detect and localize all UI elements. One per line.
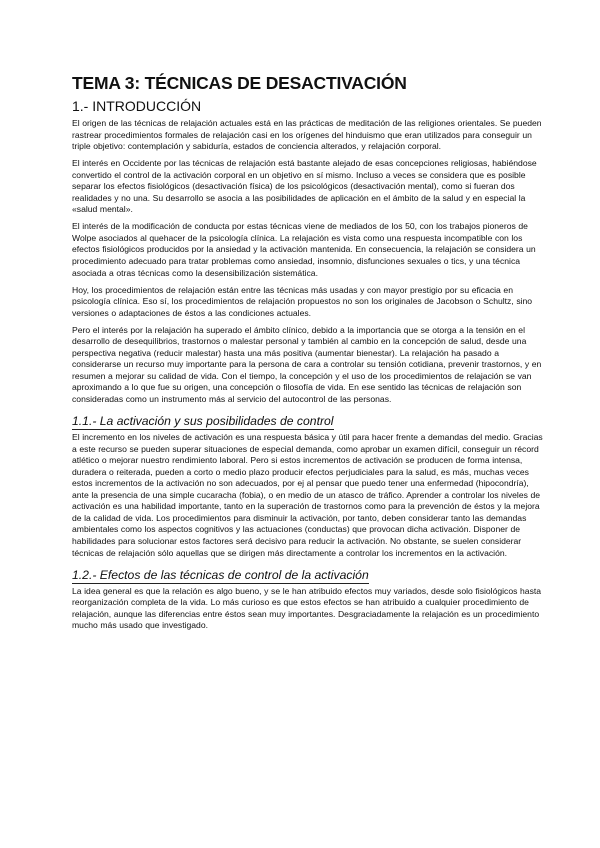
paragraph: El interés en Occidente por las técnicas de relajación está bastante alejado de esas concepciones religiosas, habiéndose convertido el control de la activación corporal en un objetivo en sí mismo. Incluso a veces se considera que es posible separar los efectos fisiológicos (desactivación física) de los psicológicos (desactivación mental), como si fueran dos realidades y no una. Su desarrollo se asocia a las posibilidades de aplicación en el ámbito de la salud y en especial la «salud mental». (72, 158, 537, 215)
paragraph: La idea general es que la relación es algo bueno, y se le han atribuido efectos muy variados, desde solo fisiológicos hasta reorganización completa de la vida. Lo más curioso es que estos efectos se han atribuido a cualquier procedimiento de relajación, aunque las diferencias entre éstos sean muy importantes. Desgraciadamente la relajación es un procedimiento mucho más usado que investigado. (72, 585, 542, 631)
subsection-heading-wrapper (72, 411, 544, 432)
paragraph: El interés de la modificación de conducta por estas técnicas viene de mediados de los 50, con los trabajos pioneros de Wolpe asociados al quehacer de la psicología clínica. La relajación es vista como una respuesta incompatible con los efectos fisiológicos producidos por la ansiedad y la activación mantenida. En consecuencia, la relajación se considera un procedimiento adecuado para tratar problemas como ansiedad, insomnio, disfunciones sexuales o tics, y una técnica asociada a otras técnicas como la desensibilización sistemática. (72, 221, 536, 278)
subsection-heading-activacion: 1.1.- La activación y sus posibilidades de control (72, 414, 334, 429)
section-heading-introduccion: 1.- INTRODUCCIÓN (72, 98, 202, 114)
paragraph: Pero el interés por la relajación ha superado el ámbito clínico, debido a la importancia que se otorga a la tensión en el desarrollo de desequilibrios, trastornos o malestar personal y también al cambio en la concepción de salud, desde una perspectiva negativa (reducir malestar) hasta una más positiva (aumentar bienestar). La relajación ha pasado a considerarse un recurso muy importante para la persona de cara a controlar su tensión cotidiana, prevenir trastornos, y en resumen a mejorar su calidad de vida. Con el tiempo, la concepción y el uso de los procedimientos de relajación se van aproximando a lo que fue su origen, una concepción o filosofía de vida. En ese sentido las técnicas de relajación son consideradas como un instrumento más al servicio del autocontrol de las personas. (72, 324, 542, 405)
document-title: TEMA 3: TÉCNICAS DE DESACTIVACIÓN (72, 73, 407, 93)
paragraph: Hoy, los procedimientos de relajación están entre las técnicas más usadas y con mayor prestigio por su eficacia en psicología clínica. Eso sí, los procedimientos de relajación propuestos no son los originales de Jacobson o Schultz, sino versiones o adaptaciones de éstos a las condiciones actuales. (72, 284, 533, 318)
paragraph: El origen de las técnicas de relajación actuales está en las prácticas de meditación de las religiones orientales. Se pueden rastrear procedimientos formales de relajación casi en los orígenes del hinduismo que eran utilizados para conseguir un triple objetivo: contemplación y sabiduría, estados de conciencia alterados, y relajación corporal. (72, 118, 542, 152)
subsection-heading-efectos: 1.2.- Efectos de las técnicas de control de la activación (72, 567, 369, 582)
document-page (72, 72, 544, 637)
paragraph: El incremento en los niveles de activación es una respuesta básica y útil para hacer frente a demandas del medio. Gracias a este recurso se pueden superar situaciones de especial demanda, como aprobar un examen difícil, conseguir un récord atlético o mejorar nuestro rendimiento laboral. Pero si estos incrementos de activación se producen de forma intensa, duradera o reiterada, pueden a corto o medio plazo producir efectos perjudiciales para la salud, es más, muchas veces estos incrementos de la activación no son adecuados, por ej al pensar que puedo tener una enfermedad (hipocondría), ante la presencia de una simple cucaracha (fobia), o en medio de un atasco de tráfico. Aprender a controlar los niveles de activación es una habilidad importante, tanto en la superación de trastornos como para la prevención de éstos y la mejora de la calidad de vida. Los procedimientos para disminuir la activación, por tanto, deben considerar tanto las demandas ambientales como los aspectos cognitivos y las actuaciones (conductas) que provocan dicha activación. Disponer de habilidades para solucionar estos factores será decisivo para reducir la activación. No obstante, se suelen considerar técnicas de relajación sólo aquellas que se dirigen más directamente a controlar los incrementos en la activación. (72, 432, 543, 558)
subsection-heading-wrapper (72, 565, 544, 586)
